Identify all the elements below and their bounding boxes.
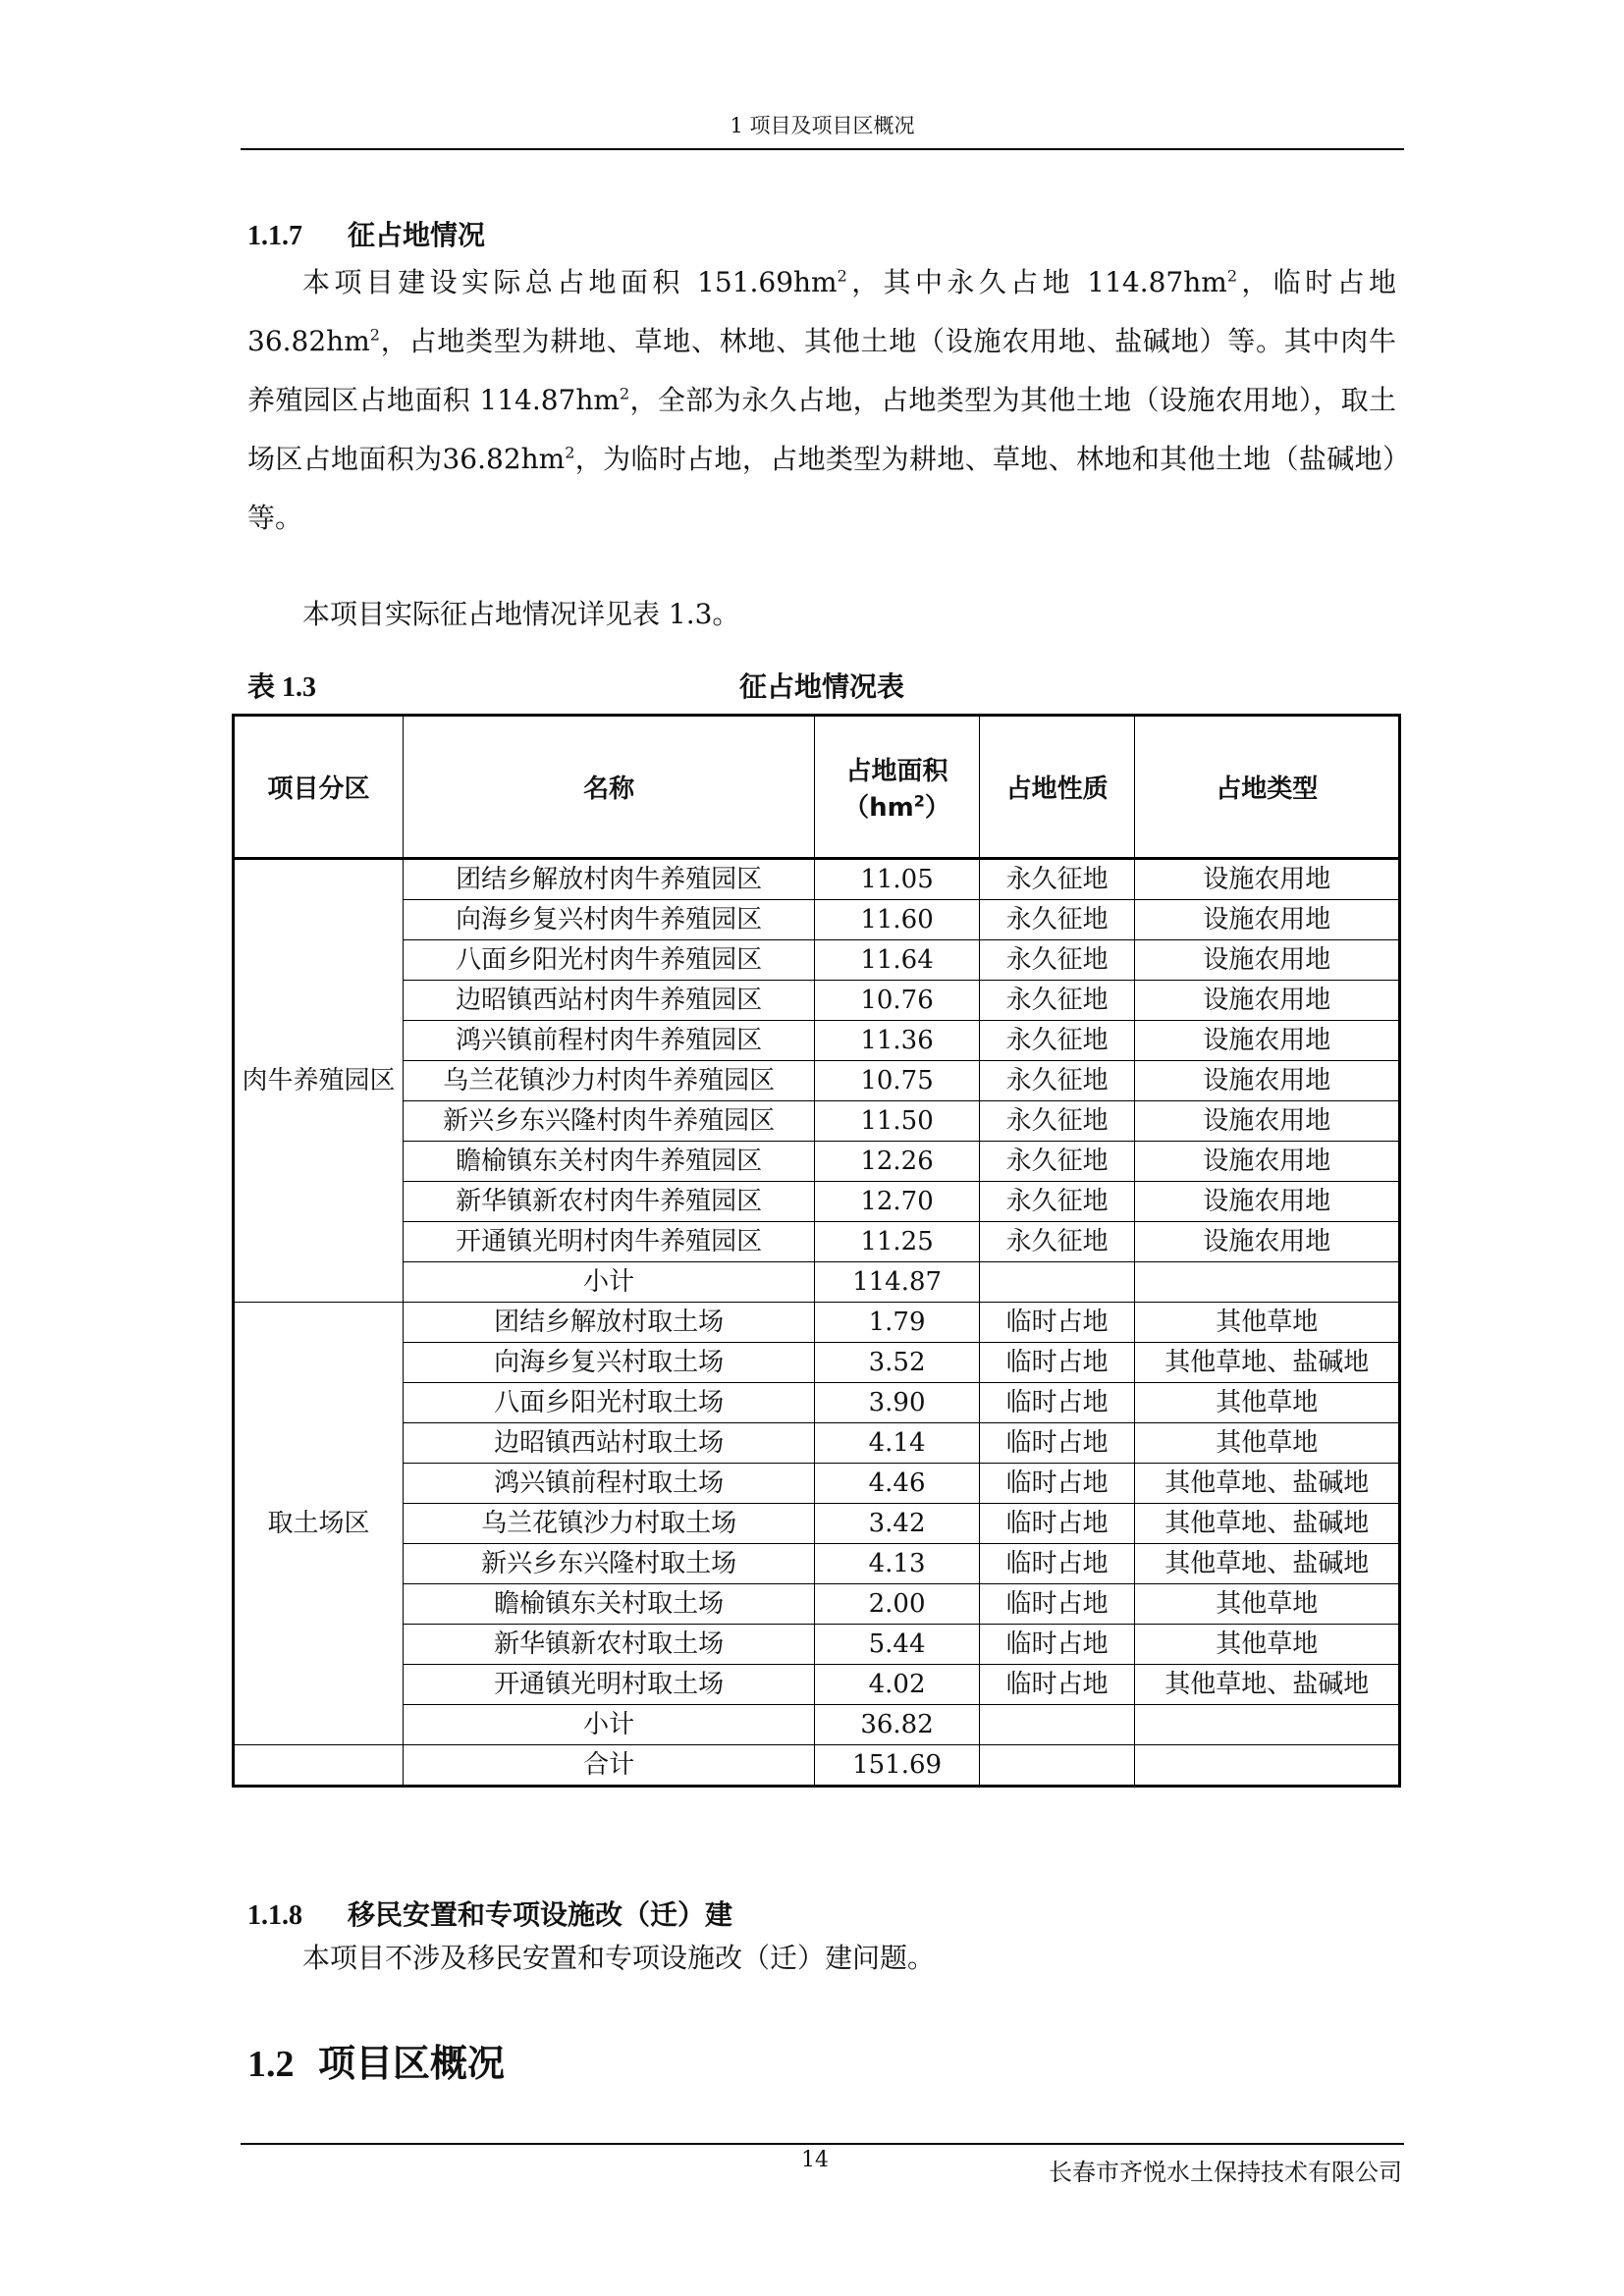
cell-area: 2.00 xyxy=(815,1584,980,1625)
cell-nature: 永久征地 xyxy=(979,1061,1135,1101)
cell-type: 其他草地 xyxy=(1135,1383,1400,1423)
cell-nature: 永久征地 xyxy=(979,1021,1135,1061)
cell-name: 开通镇光明村肉牛养殖园区 xyxy=(403,1222,814,1262)
cell-area: 10.75 xyxy=(815,1061,980,1101)
cell-name: 新兴乡东兴隆村肉牛养殖园区 xyxy=(403,1101,814,1142)
table-row xyxy=(234,900,1400,940)
section-title: 项目区概况 xyxy=(318,2042,506,2085)
cell-type: 其他草地、盐碱地 xyxy=(1135,1464,1400,1504)
zone-cell: 取土场区 xyxy=(234,1303,404,1745)
cell-type: 设施农用地 xyxy=(1135,1101,1400,1142)
paragraph-resettlement: 本项目不涉及移民安置和专项设施改（迁）建问题。 xyxy=(302,1942,936,1974)
cell-type: 其他草地 xyxy=(1135,1584,1400,1625)
cell-area: 11.50 xyxy=(815,1101,980,1142)
unit-sup: 2 xyxy=(913,790,925,810)
cell-nature: 永久征地 xyxy=(979,940,1135,981)
cell-name: 团结乡解放村取土场 xyxy=(403,1303,814,1343)
cell-nature: 临时占地 xyxy=(979,1625,1135,1665)
cell-type: 设施农用地 xyxy=(1135,1222,1400,1262)
cell-nature: 永久征地 xyxy=(979,859,1135,900)
page-header: 1 项目及项目区概况 xyxy=(730,114,915,137)
cell-nature: 临时占地 xyxy=(979,1383,1135,1423)
text-run: ，为临时占地，占地类型为耕地、草地、林地和其他土地（盐碱地）等。 xyxy=(247,443,1396,534)
table-row xyxy=(234,1061,1400,1101)
cell-type: 其他草地 xyxy=(1135,1303,1400,1343)
table-body xyxy=(234,859,1400,1787)
cell-type: 设施农用地 xyxy=(1135,859,1400,900)
subtotal-label: 小计 xyxy=(403,1705,814,1745)
header-name: 名称 xyxy=(403,716,814,859)
cell-area: 5.44 xyxy=(815,1625,980,1665)
header-rule xyxy=(241,148,1404,150)
section-title: 移民安置和专项设施改（迁）建 xyxy=(348,1898,733,1931)
cell-nature: 临时占地 xyxy=(979,1423,1135,1464)
subtotal-value: 114.87 xyxy=(815,1262,980,1303)
total-row xyxy=(234,1745,1400,1787)
table-row xyxy=(234,1021,1400,1061)
empty-cell xyxy=(979,1705,1135,1745)
superscript: 2 xyxy=(369,325,380,345)
cell-area: 4.14 xyxy=(815,1423,980,1464)
cell-nature: 临时占地 xyxy=(979,1303,1135,1343)
paragraph-land-summary xyxy=(247,253,1396,548)
cell-type: 其他草地、盐碱地 xyxy=(1135,1544,1400,1584)
table-title: 征占地情况表 xyxy=(738,670,904,703)
table-row xyxy=(234,981,1400,1021)
table-row xyxy=(234,1423,1400,1464)
cell-nature: 永久征地 xyxy=(979,1222,1135,1262)
cell-name: 鸿兴镇前程村取土场 xyxy=(403,1464,814,1504)
cell-name: 乌兰花镇沙力村取土场 xyxy=(403,1504,814,1544)
page-number: 14 xyxy=(801,2148,829,2172)
cell-name: 新兴乡东兴隆村取土场 xyxy=(403,1544,814,1584)
header-zone: 项目分区 xyxy=(234,716,404,859)
header-nature: 占地性质 xyxy=(979,716,1135,859)
cell-nature: 临时占地 xyxy=(979,1343,1135,1383)
cell-type: 其他草地 xyxy=(1135,1625,1400,1665)
paragraph-table-reference: 本项目实际征占地情况详见表 1.3。 xyxy=(302,598,740,630)
cell-area: 4.13 xyxy=(815,1544,980,1584)
unit-open: （hm xyxy=(843,792,914,823)
cell-type: 设施农用地 xyxy=(1135,900,1400,940)
text-run: ，占地类型为耕地、草地、林地、其他土地（设施农用地、盐碱地）等。其中肉牛养殖园区占地面积 114.87hm xyxy=(247,325,1396,416)
cell-area: 11.05 xyxy=(815,859,980,900)
cell-name: 开通镇光明村取土场 xyxy=(403,1665,814,1705)
empty-cell xyxy=(1135,1262,1400,1303)
header-area-unit xyxy=(815,787,979,824)
empty-cell xyxy=(234,1745,404,1787)
table-row xyxy=(234,1182,1400,1222)
cell-area: 12.26 xyxy=(815,1142,980,1182)
cell-name: 向海乡复兴村肉牛养殖园区 xyxy=(403,900,814,940)
table-row xyxy=(234,940,1400,981)
cell-nature: 临时占地 xyxy=(979,1584,1135,1625)
cell-area: 3.52 xyxy=(815,1343,980,1383)
cell-name: 团结乡解放村肉牛养殖园区 xyxy=(403,859,814,900)
table-row xyxy=(234,1142,1400,1182)
cell-nature: 临时占地 xyxy=(979,1464,1135,1504)
table-row xyxy=(234,1383,1400,1423)
superscript: 2 xyxy=(619,384,630,403)
table-row xyxy=(234,1665,1400,1705)
superscript: 2 xyxy=(837,266,847,286)
cell-area: 4.02 xyxy=(815,1665,980,1705)
cell-type: 其他草地、盐碱地 xyxy=(1135,1504,1400,1544)
cell-type: 其他草地、盐碱地 xyxy=(1135,1343,1400,1383)
header-area-label: 占地面积 xyxy=(845,756,948,786)
cell-type: 设施农用地 xyxy=(1135,1061,1400,1101)
cell-area: 1.79 xyxy=(815,1303,980,1343)
header-type: 占地类型 xyxy=(1135,716,1400,859)
cell-nature: 临时占地 xyxy=(979,1544,1135,1584)
cell-nature: 永久征地 xyxy=(979,1101,1135,1142)
section-number: 1.1.8 xyxy=(247,1900,302,1931)
cell-area: 11.36 xyxy=(815,1021,980,1061)
cell-name: 边昭镇西站村取土场 xyxy=(403,1423,814,1464)
cell-type: 设施农用地 xyxy=(1135,940,1400,981)
table-row xyxy=(234,1101,1400,1142)
cell-type: 其他草地 xyxy=(1135,1423,1400,1464)
cell-name: 向海乡复兴村取土场 xyxy=(403,1343,814,1383)
zone-cell: 肉牛养殖园区 xyxy=(234,859,404,1303)
text-run: ，全部为永久占地，占地类型为其他土地（设施农用地），取土场区占地面积为36.82hm xyxy=(247,384,1396,475)
cell-type: 设施农用地 xyxy=(1135,1021,1400,1061)
cell-nature: 临时占地 xyxy=(979,1504,1135,1544)
cell-nature: 永久征地 xyxy=(979,1142,1135,1182)
empty-cell xyxy=(1135,1745,1400,1787)
total-label: 合计 xyxy=(403,1745,814,1787)
subtotal-label: 小计 xyxy=(403,1262,814,1303)
subtotal-row xyxy=(234,1262,1400,1303)
cell-nature: 临时占地 xyxy=(979,1665,1135,1705)
section-heading-1-1-7 xyxy=(247,214,485,253)
cell-name: 八面乡阳光村肉牛养殖园区 xyxy=(403,940,814,981)
subtotal-value: 36.82 xyxy=(815,1705,980,1745)
table-number-text: 表 1.3 xyxy=(247,672,317,703)
subtotal-row xyxy=(234,1705,1400,1745)
footer-rule xyxy=(241,2143,1404,2145)
section-heading-1-2 xyxy=(247,2033,505,2087)
empty-cell xyxy=(979,1745,1135,1787)
cell-area: 3.90 xyxy=(815,1383,980,1423)
text-run: 本项目建设实际总占地面积 151.69hm xyxy=(302,266,838,298)
cell-nature: 永久征地 xyxy=(979,981,1135,1021)
cell-name: 瞻榆镇东关村取土场 xyxy=(403,1584,814,1625)
text-run: ，其中永久占地 114.87hm xyxy=(846,266,1227,298)
cell-area: 10.76 xyxy=(815,981,980,1021)
superscript: 2 xyxy=(1226,266,1237,286)
cell-type: 设施农用地 xyxy=(1135,1182,1400,1222)
table-caption xyxy=(247,666,1396,705)
cell-area: 11.25 xyxy=(815,1222,980,1262)
header-area xyxy=(815,716,980,859)
cell-name: 乌兰花镇沙力村肉牛养殖园区 xyxy=(403,1061,814,1101)
cell-area: 11.64 xyxy=(815,940,980,981)
table-row xyxy=(234,1504,1400,1544)
section-title: 征占地情况 xyxy=(348,219,486,251)
cell-type: 其他草地、盐碱地 xyxy=(1135,1665,1400,1705)
table-row xyxy=(234,1584,1400,1625)
table-row xyxy=(234,1222,1400,1262)
table-header-row xyxy=(234,716,1400,859)
company-name: 长春市齐悦水土保持技术有限公司 xyxy=(1049,2159,1402,2186)
cell-nature: 永久征地 xyxy=(979,900,1135,940)
cell-name: 边昭镇西站村肉牛养殖园区 xyxy=(403,981,814,1021)
cell-area: 12.70 xyxy=(815,1182,980,1222)
empty-cell xyxy=(1135,1705,1400,1745)
cell-type: 设施农用地 xyxy=(1135,981,1400,1021)
cell-area: 11.60 xyxy=(815,900,980,940)
cell-nature: 永久征地 xyxy=(979,1182,1135,1222)
cell-area: 3.42 xyxy=(815,1504,980,1544)
table-row xyxy=(234,1544,1400,1584)
table-row xyxy=(234,1464,1400,1504)
land-occupation-table xyxy=(232,714,1401,1788)
total-value: 151.69 xyxy=(815,1745,980,1787)
section-heading-1-1-8 xyxy=(247,1894,732,1933)
text-run: ，临时占地36.82hm xyxy=(247,266,1396,357)
empty-cell xyxy=(979,1262,1135,1303)
table-row xyxy=(234,1625,1400,1665)
table-row xyxy=(234,1343,1400,1383)
cell-name: 八面乡阳光村取土场 xyxy=(403,1383,814,1423)
section-number: 1.1.7 xyxy=(247,221,302,251)
cell-area: 4.46 xyxy=(815,1464,980,1504)
cell-name: 瞻榆镇东关村肉牛养殖园区 xyxy=(403,1142,814,1182)
section-number: 1.2 xyxy=(247,2044,295,2085)
table-row xyxy=(234,859,1400,900)
superscript: 2 xyxy=(565,443,575,462)
cell-type: 设施农用地 xyxy=(1135,1142,1400,1182)
cell-name: 新华镇新农村肉牛养殖园区 xyxy=(403,1182,814,1222)
table-row xyxy=(234,1303,1400,1343)
cell-name: 新华镇新农村取土场 xyxy=(403,1625,814,1665)
cell-name: 鸿兴镇前程村肉牛养殖园区 xyxy=(403,1021,814,1061)
unit-close: ） xyxy=(924,792,950,823)
